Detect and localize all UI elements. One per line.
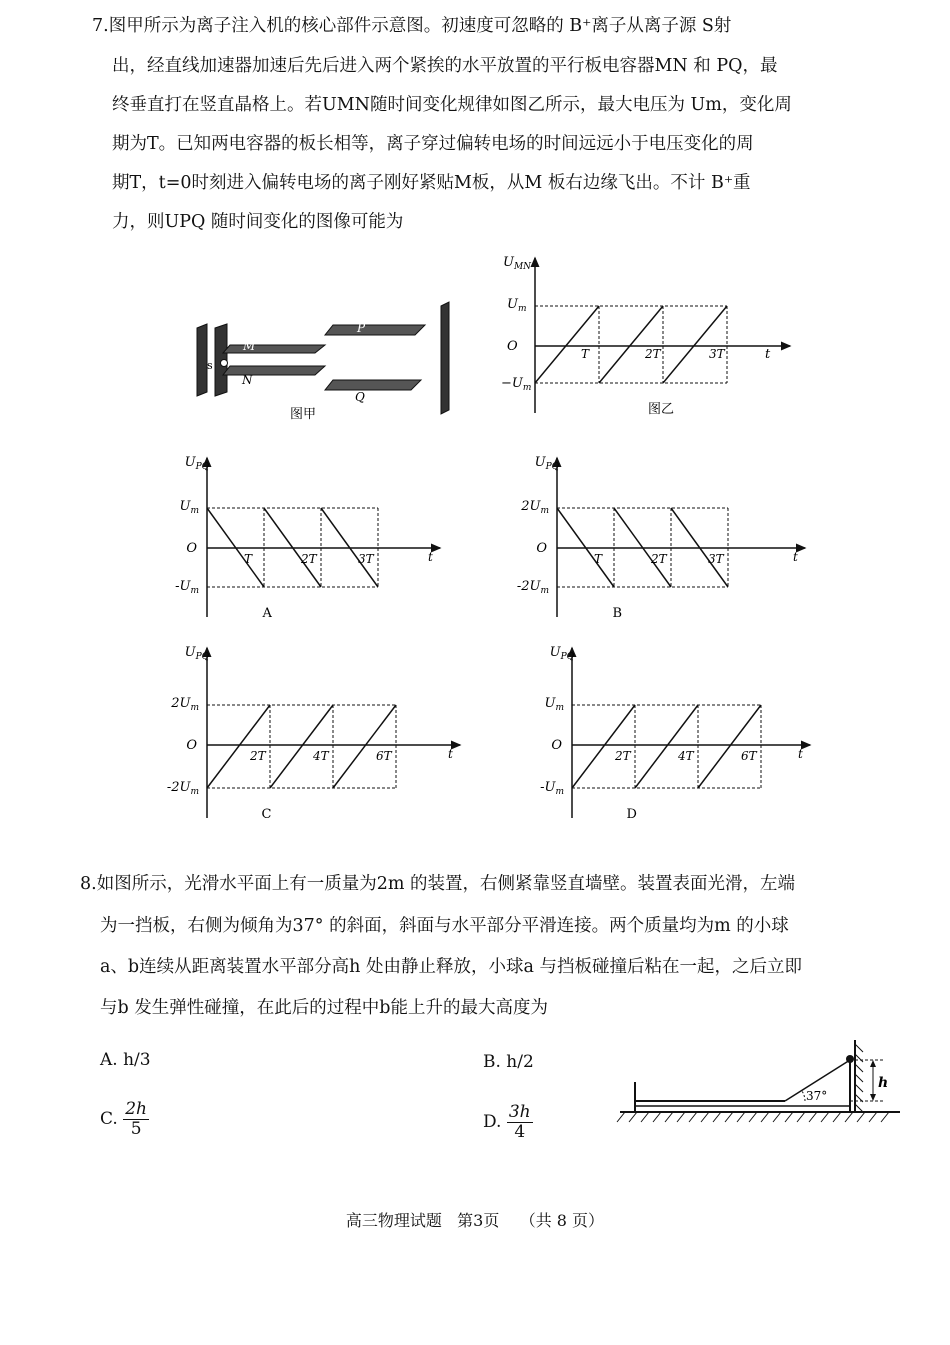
hatch-mark bbox=[677, 1112, 685, 1122]
option-tick-label: 6T bbox=[741, 749, 757, 763]
hatch-mark bbox=[653, 1112, 661, 1122]
option-bottom-label: $-2U_m$ bbox=[166, 780, 199, 797]
option-t-label: t bbox=[448, 747, 453, 761]
option-tick-label: 2T bbox=[651, 552, 667, 566]
q7-line-4: 期为T。已知两电容器的板长相等，离子穿过偏转电场的时间远远小于电压变化的周 bbox=[112, 134, 754, 154]
hatch-mark bbox=[641, 1112, 649, 1122]
y-label: $U_{MN}$ bbox=[503, 255, 532, 272]
option-tick-label: 6T bbox=[376, 749, 392, 763]
option-letter: D bbox=[626, 807, 637, 822]
q7-line-1: 7.图甲所示为离子注入机的核心部件示意图。初速度可忽略的 B⁺离子从离子源 S射 bbox=[92, 16, 732, 36]
option-t-label: t bbox=[428, 550, 433, 564]
option-top-label: $U_m$ bbox=[179, 499, 199, 516]
crystal-plate bbox=[441, 302, 449, 414]
label-n: N bbox=[242, 373, 253, 387]
q8-option-c-fraction bbox=[123, 1100, 149, 1138]
ball bbox=[846, 1055, 854, 1063]
label-q: Q bbox=[355, 390, 365, 404]
option-bottom-label: $-2U_m$ bbox=[516, 579, 549, 596]
hatch-mark bbox=[773, 1112, 781, 1122]
q8-option-c-num: 2h bbox=[125, 1099, 147, 1119]
option-origin: O bbox=[186, 541, 197, 556]
option-top-label: $U_m$ bbox=[544, 696, 564, 713]
option-ylabel: $U_{PQ}$ bbox=[184, 645, 209, 662]
q7-line-5: 期T，t=0时刻进入偏转电场的离子刚好紧贴M板，从M 板右边缘飞出。不计 B⁺重 bbox=[112, 173, 751, 193]
wall-hatch-mark bbox=[855, 1084, 863, 1092]
q8-option-c-den: 5 bbox=[130, 1118, 142, 1139]
option-t-label: t bbox=[793, 550, 798, 564]
label-m: M bbox=[243, 339, 256, 353]
hatch-mark bbox=[617, 1112, 625, 1122]
label-p: P bbox=[357, 321, 366, 335]
hatch-mark bbox=[797, 1112, 805, 1122]
hatch-mark bbox=[665, 1112, 673, 1122]
hatch-mark bbox=[629, 1112, 637, 1122]
option-t-label: t bbox=[798, 747, 803, 761]
hatch-mark bbox=[785, 1112, 793, 1122]
wall-hatch-mark bbox=[855, 1074, 863, 1082]
hatch-mark bbox=[881, 1112, 889, 1122]
hatch-mark bbox=[713, 1112, 721, 1122]
q8-line-2: 为一挡板，右侧为倾角为37° 的斜面，斜面与水平部分平滑连接。两个质量均为m 的小球 bbox=[100, 916, 789, 936]
hatch-mark bbox=[821, 1112, 829, 1122]
option-bottom-label: $-U_m$ bbox=[540, 780, 564, 797]
neg-um-label: $-U_m$ bbox=[501, 376, 532, 393]
hatch-mark bbox=[689, 1112, 697, 1122]
plate-m bbox=[223, 345, 325, 353]
hatch-mark bbox=[869, 1112, 877, 1122]
option-tick-label: 3T bbox=[708, 552, 724, 566]
yi-tick-label: 2T bbox=[645, 347, 661, 361]
wall-hatch-mark bbox=[855, 1054, 863, 1062]
option-tick-label: 3T bbox=[358, 552, 374, 566]
angle-arc bbox=[802, 1091, 805, 1101]
option-ramp-3 bbox=[698, 705, 761, 788]
q8-option-d-fraction bbox=[507, 1103, 533, 1141]
yi-ramp-3 bbox=[663, 306, 727, 383]
wall-hatch-mark bbox=[855, 1044, 863, 1052]
q8-figure bbox=[615, 1030, 905, 1130]
q8-option-d-den: 4 bbox=[514, 1121, 526, 1142]
option-tick-label: 4T bbox=[678, 749, 694, 763]
option-letter: B bbox=[612, 606, 623, 621]
option-ramp-2 bbox=[270, 705, 333, 788]
q8-line-1: 8.如图所示，光滑水平面上有一质量为2m 的装置，右侧紧靠竖直墙壁。装置表面光滑，左端 bbox=[80, 874, 795, 894]
hatch-mark bbox=[845, 1112, 853, 1122]
option-ramp-2 bbox=[635, 705, 698, 788]
hatch-mark bbox=[725, 1112, 733, 1122]
hatch-mark bbox=[701, 1112, 709, 1122]
option-ramp-3 bbox=[333, 705, 396, 788]
figure-yi bbox=[495, 248, 805, 428]
q8-line-4: 与b 发生弹性碰撞，在此后的过程中b能上升的最大高度为 bbox=[100, 998, 548, 1018]
t-label: t bbox=[765, 347, 771, 362]
option-ylabel: $U_{PQ}$ bbox=[184, 455, 209, 472]
option-tick-label: 2T bbox=[250, 749, 266, 763]
option-letter: C bbox=[261, 807, 272, 822]
hatch-mark bbox=[737, 1112, 745, 1122]
q8-option-d[interactable] bbox=[483, 1103, 533, 1141]
yi-ramp-2 bbox=[599, 306, 663, 383]
option-letter: A bbox=[262, 606, 272, 621]
option-bottom-label: $-U_m$ bbox=[175, 579, 199, 596]
hatch-mark bbox=[749, 1112, 757, 1122]
option-origin: O bbox=[536, 541, 547, 556]
q7-line-6: 力，则UPQ 随时间变化的图像可能为 bbox=[112, 212, 404, 232]
q8-option-c-prefix: C. bbox=[100, 1109, 118, 1130]
caption-yi: 图乙 bbox=[648, 402, 675, 417]
plate-q bbox=[325, 380, 421, 390]
q7-line-2: 出，经直线加速器加速后先后进入两个紧挨的水平放置的平行板电容器MN 和 PQ，最 bbox=[112, 56, 778, 76]
hatch-mark bbox=[761, 1112, 769, 1122]
wall-hatching bbox=[855, 1044, 863, 1112]
option-tick-label: 2T bbox=[615, 749, 631, 763]
hatch-mark bbox=[857, 1112, 865, 1122]
um-label: $U_m$ bbox=[507, 297, 527, 314]
option-origin: O bbox=[551, 738, 562, 753]
ground-hatching bbox=[617, 1112, 889, 1122]
q8-option-d-num: 3h bbox=[508, 1102, 531, 1122]
plate-p bbox=[325, 325, 425, 335]
source-plate-left bbox=[197, 324, 207, 396]
option-tick-label: 4T bbox=[313, 749, 329, 763]
label-s: s bbox=[207, 359, 213, 372]
wall-hatch-mark bbox=[855, 1064, 863, 1072]
yi-tick-label: 3T bbox=[709, 347, 725, 361]
yi-tick-label: T bbox=[581, 347, 590, 361]
q8-option-c[interactable] bbox=[100, 1100, 149, 1138]
option-origin: O bbox=[186, 738, 197, 753]
source-hole bbox=[221, 360, 228, 367]
option-ylabel: $U_{PQ}$ bbox=[549, 645, 574, 662]
hatch-mark bbox=[833, 1112, 841, 1122]
q8-option-b[interactable]: B. h/2 bbox=[483, 1052, 534, 1072]
caption-jia: 图甲 bbox=[290, 407, 317, 422]
angle-label: 37° bbox=[806, 1089, 828, 1103]
q8-option-d-prefix: D. bbox=[483, 1112, 502, 1133]
q8-option-a[interactable]: A. h/3 bbox=[100, 1050, 151, 1070]
origin-label: O bbox=[507, 339, 518, 354]
option-top-label: $2U_m$ bbox=[171, 696, 199, 713]
option-ramp-1 bbox=[572, 705, 635, 788]
option-top-label: $2U_m$ bbox=[521, 499, 549, 516]
option-c-chart bbox=[166, 640, 470, 830]
hatch-mark bbox=[809, 1112, 817, 1122]
option-b-chart bbox=[515, 450, 815, 630]
option-tick-label: T bbox=[594, 552, 603, 566]
q8-line-3: a、b连续从距离装置水平部分高h 处由静止释放，小球a 与挡板碰撞后粘在一起，之后立即 bbox=[100, 957, 802, 977]
wall-hatch-mark bbox=[855, 1104, 863, 1112]
figure-jia bbox=[185, 300, 465, 430]
yi-ramp-1 bbox=[535, 306, 599, 383]
option-a-chart bbox=[170, 450, 450, 630]
option-ramp-1 bbox=[207, 705, 270, 788]
yi-graph bbox=[535, 306, 727, 383]
option-tick-label: T bbox=[244, 552, 253, 566]
option-tick-label: 2T bbox=[301, 552, 317, 566]
plate-n bbox=[223, 366, 325, 375]
option-ylabel: $U_{PQ}$ bbox=[534, 455, 559, 472]
h-label: h bbox=[878, 1075, 889, 1091]
option-d-chart bbox=[530, 640, 820, 830]
page-footer: 高三物理试题 第3页 （共 8 页） bbox=[345, 1211, 605, 1230]
q7-line-3: 终垂直打在竖直晶格上。若UMN随时间变化规律如图乙所示，最大电压为 Um，变化周 bbox=[112, 95, 792, 115]
